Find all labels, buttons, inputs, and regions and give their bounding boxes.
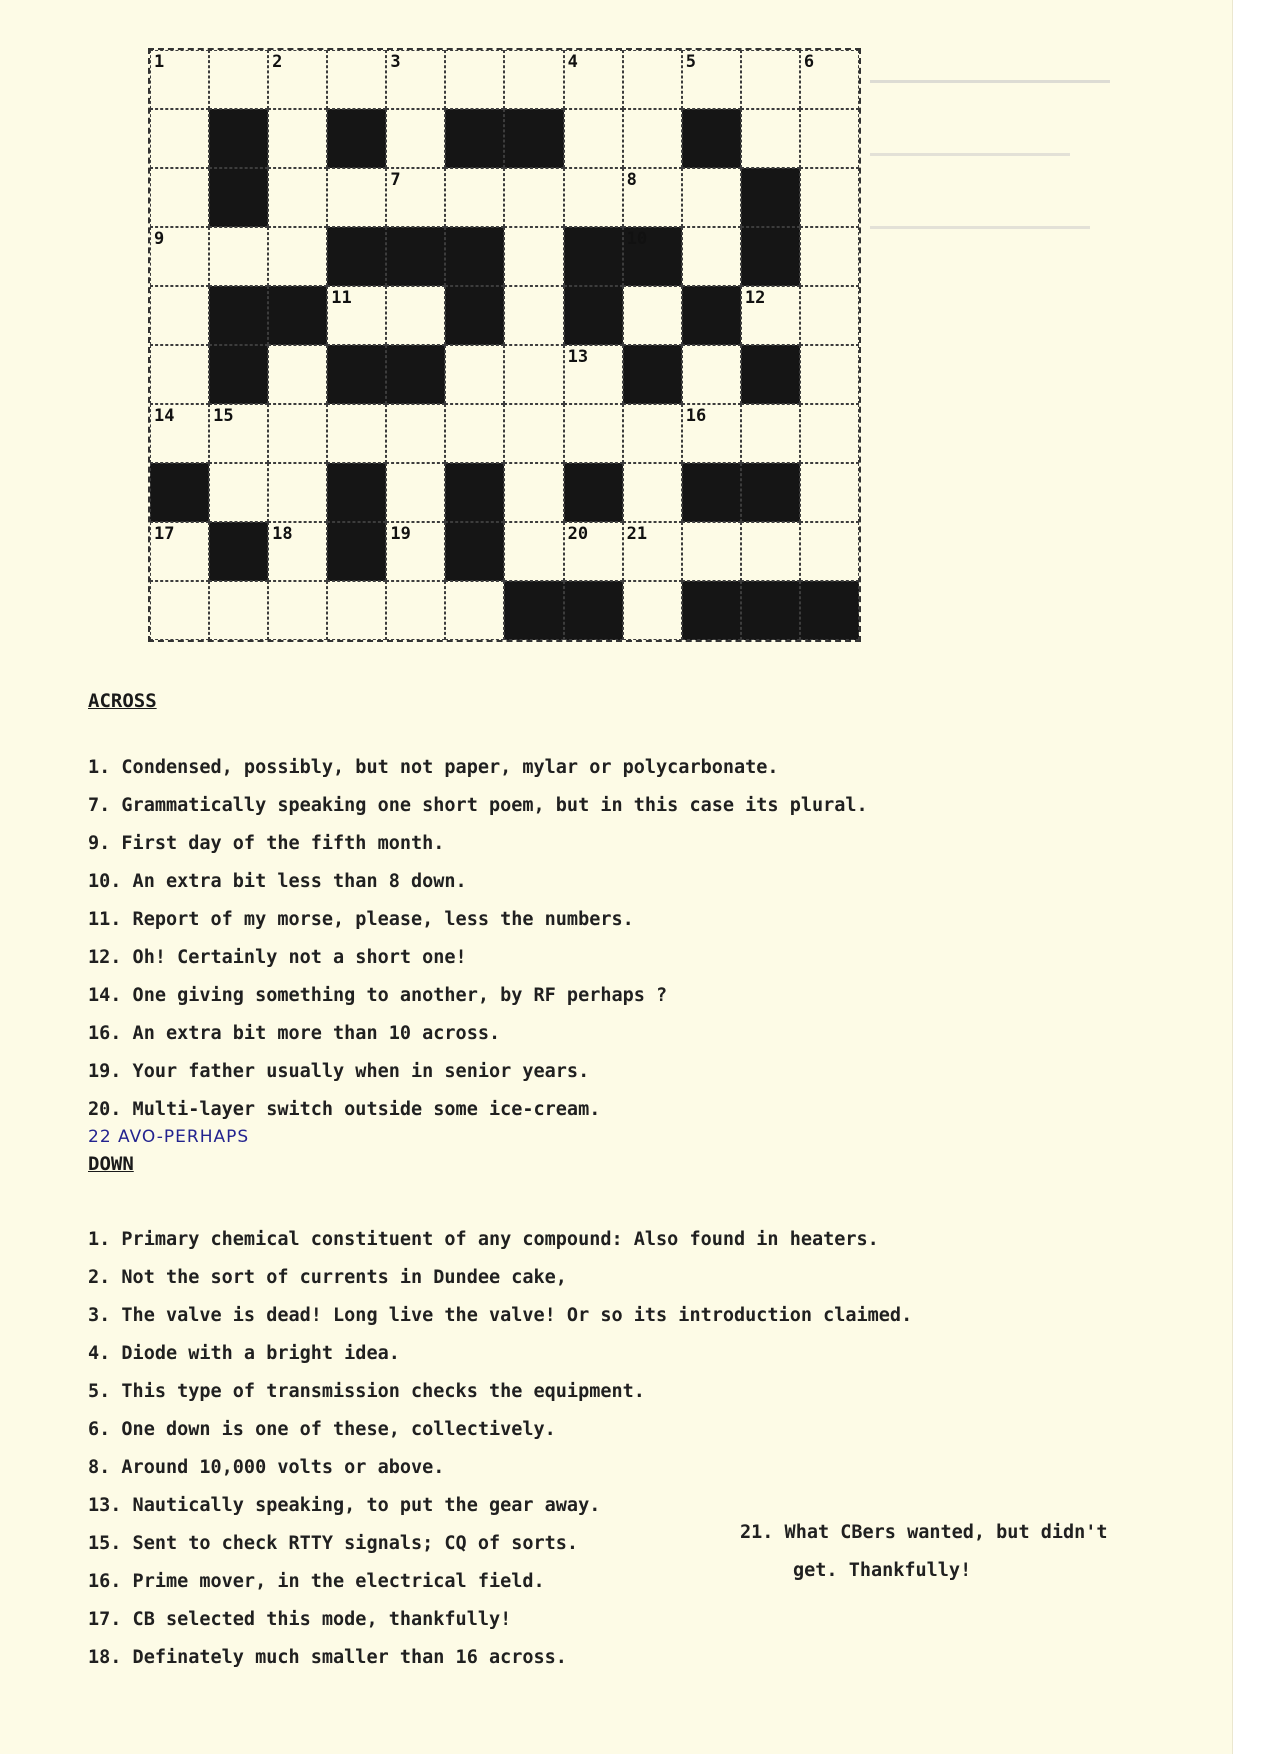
across-clue: 14. One giving something to another, by RF perhaps ? [88, 985, 668, 1006]
grid-cell [682, 522, 741, 581]
grid-cell [623, 50, 682, 109]
grid-cell [741, 522, 800, 581]
grid-cell-blocked [209, 109, 268, 168]
grid-cell [800, 109, 859, 168]
down-clue: 4. Diode with a bright idea. [88, 1343, 400, 1364]
grid-cell [504, 168, 563, 227]
grid-cell [445, 581, 504, 640]
crossword-grid [148, 48, 861, 642]
grid-cell [504, 463, 563, 522]
grid-cell [150, 168, 209, 227]
across-clue: 7. Grammatically speaking one short poem, but in this case its plural. [88, 795, 868, 816]
clue-number: 4 [567, 52, 578, 72]
across-heading: ACROSS [88, 690, 157, 712]
grid-cell [504, 227, 563, 286]
grid-cell-blocked [564, 286, 623, 345]
grid-cell-blocked [564, 463, 623, 522]
clue-number: 11 [331, 288, 352, 308]
grid-cell [504, 50, 563, 109]
grid-cell [800, 50, 859, 109]
grid-cell-blocked [504, 581, 563, 640]
grid-cell [150, 109, 209, 168]
grid-cell [741, 50, 800, 109]
grid-cell-blocked [386, 227, 445, 286]
grid-cell [800, 522, 859, 581]
grid-cell-blocked [800, 581, 859, 640]
grid-cell [209, 404, 268, 463]
across-clue: 16. An extra bit more than 10 across. [88, 1023, 501, 1044]
grid-cell [327, 404, 386, 463]
down-clue: 13. Nautically speaking, to put the gear away. [88, 1495, 601, 1516]
grid-cell-blocked [445, 286, 504, 345]
grid-cell-blocked [327, 522, 386, 581]
grid-cell [682, 404, 741, 463]
grid-cell [386, 109, 445, 168]
clue-number: 15 [213, 406, 234, 426]
clue-number: 14 [154, 406, 175, 426]
down-heading: DOWN [88, 1153, 134, 1175]
grid-cell [327, 168, 386, 227]
grid-cell [800, 286, 859, 345]
grid-cell [209, 50, 268, 109]
grid-cell [209, 227, 268, 286]
grid-cell-blocked [209, 522, 268, 581]
clue-number: 1 [154, 52, 165, 72]
grid-cell [682, 50, 741, 109]
across-clue: 20. Multi-layer switch outside some ice-cream. [88, 1099, 601, 1120]
grid-cell [209, 463, 268, 522]
clue-number: 21 [626, 524, 648, 544]
grid-cell-blocked [327, 227, 386, 286]
grid-cell [564, 404, 623, 463]
grid-cell [386, 522, 445, 581]
clue-number: 16 [685, 406, 707, 426]
down-clue: 1. Primary chemical constituent of any compound: Also found in heaters. [88, 1229, 879, 1250]
grid-cell [800, 463, 859, 522]
grid-cell [800, 227, 859, 286]
grid-cell-blocked [682, 581, 741, 640]
handwritten-note: 22 AVO-PERHAPS [88, 1127, 250, 1147]
clue-number: 12 [744, 288, 766, 308]
grid-cell [445, 345, 504, 404]
grid-cell [150, 286, 209, 345]
clue-number: 5 [685, 52, 696, 72]
grid-cell [564, 50, 623, 109]
down-clue: 5. This type of transmission checks the equipment. [88, 1381, 645, 1402]
grid-cell [386, 168, 445, 227]
grid-cell-blocked [623, 227, 682, 286]
down-clue: 3. The valve is dead! Long live the valve! Or so its introduction claimed. [88, 1305, 913, 1326]
grid-cell [564, 345, 623, 404]
clue-number: 18 [272, 524, 293, 544]
grid-cell [623, 463, 682, 522]
grid-cell [386, 581, 445, 640]
grid-cell-blocked [209, 168, 268, 227]
grid-cell [800, 404, 859, 463]
grid-cell [327, 50, 386, 109]
grid-cell [268, 522, 327, 581]
grid-cell-blocked [564, 581, 623, 640]
grid-cell [564, 109, 623, 168]
grid-cell [445, 50, 504, 109]
across-clue: 11. Report of my morse, please, less the numbers. [88, 909, 634, 930]
grid-cell [327, 286, 386, 345]
grid-cell [504, 345, 563, 404]
show-through-handwriting [870, 20, 1110, 229]
grid-cell [800, 345, 859, 404]
down-clue: 8. Around 10,000 volts or above. [88, 1457, 445, 1478]
grid-cell-blocked [741, 345, 800, 404]
grid-cell-blocked [209, 345, 268, 404]
down-clue: 6. One down is one of these, collectively. [88, 1419, 556, 1440]
grid-cell [268, 404, 327, 463]
grid-cell-blocked [327, 463, 386, 522]
grid-cell [150, 345, 209, 404]
across-clue: 10. An extra bit less than 8 down. [88, 871, 467, 892]
clue-number: 20 [567, 524, 589, 544]
grid-cell [623, 404, 682, 463]
grid-cell [386, 463, 445, 522]
grid-cell-blocked [445, 463, 504, 522]
grid-cell [386, 404, 445, 463]
grid-cell-blocked [504, 109, 563, 168]
grid-cell-blocked [445, 522, 504, 581]
grid-cell [268, 109, 327, 168]
down-clue: 17. CB selected this mode, thankfully! [88, 1609, 512, 1630]
across-clue: 1. Condensed, possibly, but not paper, mylar or polycarbonate. [88, 757, 779, 778]
grid-cell [564, 522, 623, 581]
across-clue: 19. Your father usually when in senior years. [88, 1061, 590, 1082]
grid-cell [150, 50, 209, 109]
down-clue: 15. Sent to check RTTY signals; CQ of sorts. [88, 1533, 579, 1554]
grid-cell [209, 581, 268, 640]
grid-cell [150, 522, 209, 581]
grid-cell-blocked [327, 109, 386, 168]
grid-cell-blocked [623, 345, 682, 404]
grid-cell [623, 522, 682, 581]
clue-number: 2 [272, 52, 283, 72]
clue-number: 13 [567, 347, 589, 367]
grid-cell [150, 227, 209, 286]
grid-cell-blocked [741, 463, 800, 522]
clue-number: 17 [154, 524, 175, 544]
grid-cell [150, 404, 209, 463]
clue-number: 10 [626, 229, 648, 249]
grid-cell [623, 168, 682, 227]
grid-cell-blocked [386, 345, 445, 404]
grid-cell [268, 581, 327, 640]
clue-number: 8 [626, 170, 637, 190]
grid-cell-blocked [741, 581, 800, 640]
grid-cell [741, 286, 800, 345]
down-clue: 18. Definately much smaller than 16 across. [88, 1647, 567, 1668]
clue-number: 3 [390, 52, 401, 72]
grid-cell [623, 581, 682, 640]
grid-cell [741, 404, 800, 463]
grid-cell [445, 404, 504, 463]
grid-cell [623, 109, 682, 168]
grid-cell [386, 286, 445, 345]
grid-cell [800, 168, 859, 227]
down-clue: 2. Not the sort of currents in Dundee cake, [88, 1267, 567, 1288]
clue-number: 7 [390, 170, 401, 190]
grid-cell-blocked [564, 227, 623, 286]
grid-cell-blocked [445, 109, 504, 168]
grid-cell [741, 109, 800, 168]
down-clue: 16. Prime mover, in the electrical field. [88, 1571, 545, 1592]
grid-cell [386, 50, 445, 109]
grid-cell [623, 286, 682, 345]
grid-cell [268, 227, 327, 286]
grid-cell-blocked [682, 286, 741, 345]
grid-cell-blocked [209, 286, 268, 345]
grid-cell [445, 168, 504, 227]
across-clue: 9. First day of the fifth month. [88, 833, 445, 854]
grid-cell [682, 227, 741, 286]
down-clue-21: 21. What CBers wanted, but didn't [740, 1522, 1108, 1543]
grid-cell [268, 50, 327, 109]
grid-cell [268, 345, 327, 404]
grid-cell [564, 168, 623, 227]
grid-cell-blocked [682, 109, 741, 168]
grid-cell [268, 463, 327, 522]
grid-cell [504, 404, 563, 463]
grid-cell-blocked [741, 168, 800, 227]
grid-cell-blocked [327, 345, 386, 404]
grid-cell [504, 286, 563, 345]
grid-cell [327, 581, 386, 640]
grid-cell-blocked [150, 463, 209, 522]
grid-cell-blocked [445, 227, 504, 286]
grid-cell [504, 522, 563, 581]
grid-cell [682, 345, 741, 404]
down-clue-21-continued: get. Thankfully! [793, 1560, 972, 1581]
grid-cell [268, 168, 327, 227]
grid-cell [682, 168, 741, 227]
grid-cell-blocked [268, 286, 327, 345]
grid-cell-blocked [741, 227, 800, 286]
grid-cell-blocked [682, 463, 741, 522]
clue-number: 6 [803, 52, 815, 72]
grid-cell [150, 581, 209, 640]
clue-number: 19 [390, 524, 411, 544]
across-clue: 12. Oh! Certainly not a short one! [88, 947, 467, 968]
clue-number: 9 [154, 229, 165, 249]
